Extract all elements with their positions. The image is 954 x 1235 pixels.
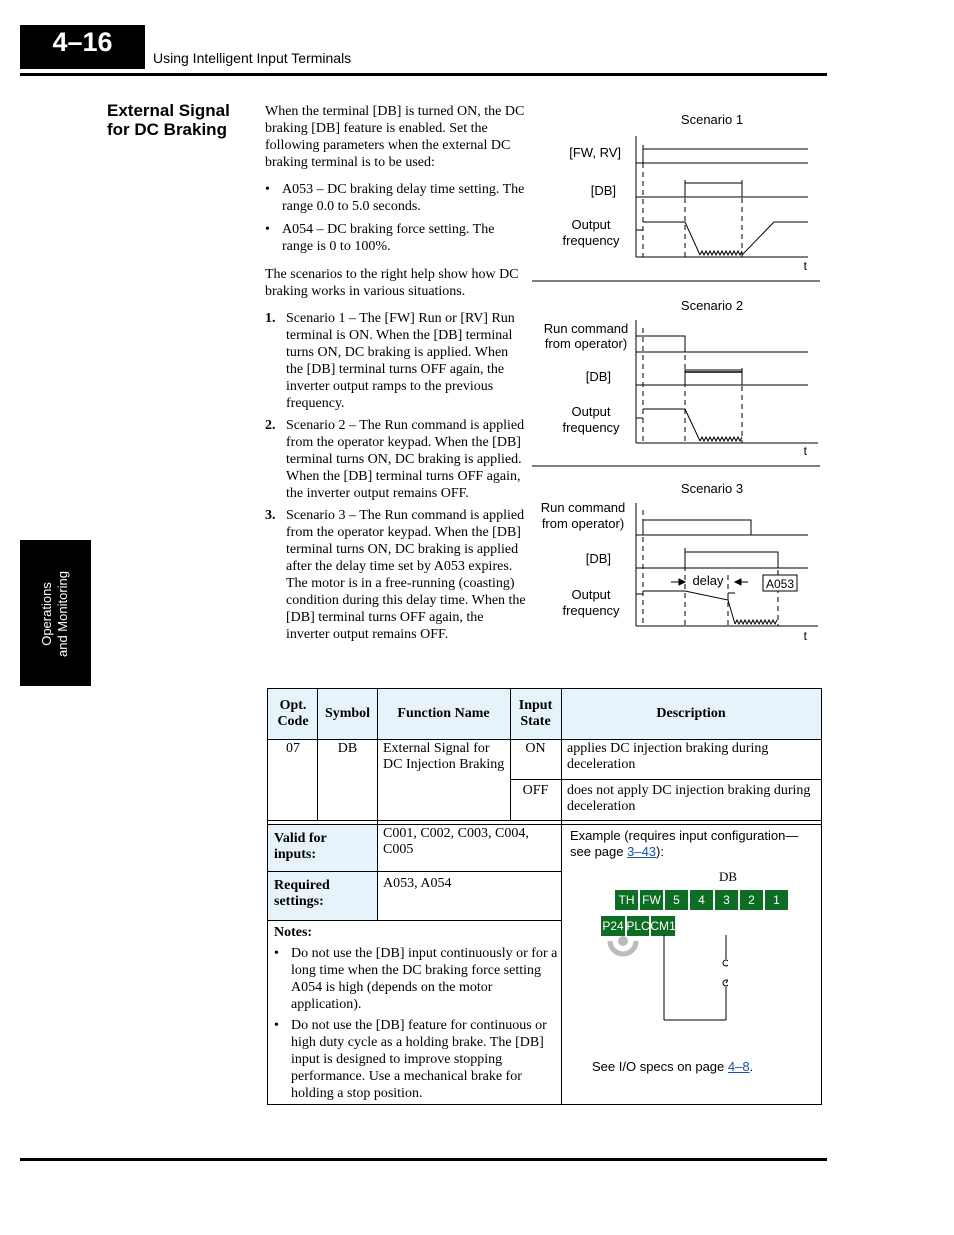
header-opt-code	[268, 689, 318, 739]
s1-title: Scenario 1	[680, 112, 744, 127]
header-input-line2: State	[520, 714, 551, 729]
header-input-line1: Input	[518, 698, 553, 713]
cell-state-off: OFF	[522, 783, 549, 798]
s3-time-label: t	[803, 629, 807, 640]
note-1: • Do not use the [DB] input continuously or for a long time when the DC braking force setting A054 is high (depends on the motor application).	[274, 945, 558, 1013]
db-wiring-diagram	[598, 935, 728, 1025]
cell-desc-on: applies DC injection braking during deceleration	[567, 741, 769, 772]
scenario-2-item	[265, 417, 527, 502]
footer-rule	[20, 1158, 827, 1161]
io-specs-text: See I/O specs on page	[592, 1059, 728, 1074]
valid-inputs-value: C001, C002, C003, C004, C005	[383, 826, 529, 857]
switch-circuit	[664, 935, 728, 1020]
example-suffix: ):	[656, 844, 664, 859]
hline-row-end-2	[268, 824, 821, 825]
page-4-8-link[interactable]: 4–8	[727, 1059, 750, 1074]
jumper-dot	[618, 936, 628, 946]
s2-title: Scenario 2	[680, 298, 744, 313]
notes-block	[274, 925, 558, 1106]
terminal-th: TH	[614, 889, 639, 911]
hline-valid	[268, 871, 561, 872]
scenario-1-text: Scenario 1 – The [FW] Run or [RV] Run terminal is ON. When the [DB] terminal turns ON, DC braking is applied. When the [DB] terminal turns OFF again, the inverter output ramps to the previous frequency.	[286, 311, 515, 411]
s1-sig1-label: [FW, RV]	[569, 145, 621, 160]
vline-4	[561, 689, 562, 1104]
terminal-5: 5	[664, 889, 689, 911]
s1-waveforms	[636, 136, 808, 257]
vline-1	[317, 689, 318, 820]
notes-label: Notes:	[274, 925, 313, 940]
terminal-2: 2	[739, 889, 764, 911]
hline-header	[268, 739, 821, 740]
cell-symbol: DB	[337, 741, 358, 756]
io-specs-suffix: .	[749, 1059, 754, 1074]
intro-paragraph: When the terminal [DB] is turned ON, the DC braking [DB] feature is enabled. Set the following parameters when the external DC braking terminal is to be used:	[265, 104, 525, 170]
header-input-state	[510, 689, 561, 739]
example-line1: Example (requires input configuration—	[570, 828, 799, 843]
section-title: External Signal for DC Braking	[107, 101, 230, 139]
header-symbol: Symbol	[318, 689, 377, 739]
notes-list	[274, 945, 558, 1102]
scenario-3-text: Scenario 3 – The Run command is applied from the operator keypad. When the [DB] terminal turns ON, DC braking is applied after the delay time set by A053 expires. The motor is in a free-running (coasting) condition during this delay time. When the [DB] terminal turns OFF again, the inverter output remains OFF.	[286, 508, 526, 642]
s3-sig3-label-a: Output	[571, 587, 611, 602]
s1-time-label: t	[803, 259, 807, 273]
scenario-1-item	[265, 310, 527, 412]
s3-sig1-label-a: Run command	[540, 500, 626, 515]
terminal-1: 1	[764, 889, 789, 911]
terminal-p24: P24	[600, 915, 626, 937]
hline-required	[268, 920, 561, 921]
s3-title: Scenario 3	[680, 481, 744, 496]
page-number: 4–16	[52, 27, 113, 57]
required-settings-value: A053, A054	[383, 876, 452, 891]
example-line2	[570, 844, 820, 860]
bullet-a054: • A054 – DC braking force setting. The range is 0 to 100%.	[265, 221, 527, 255]
s2-waveforms	[636, 320, 818, 443]
terminal-3: 3	[714, 889, 739, 911]
s3-waveforms	[636, 503, 818, 626]
scenario-3-item	[265, 507, 527, 643]
terminal-fw: FW	[639, 889, 664, 911]
db-label: DB	[718, 869, 738, 884]
vline-3	[510, 689, 511, 820]
io-specs-note	[592, 1059, 817, 1075]
side-tab-label	[39, 539, 71, 689]
s3-delay-label: delay	[692, 573, 724, 588]
side-tab-line1: Operations	[39, 582, 54, 646]
header-opt-line2: Code	[277, 714, 309, 729]
s2-sig1-label-b: from operator)	[544, 336, 628, 351]
s2-sig3-label-a: Output	[571, 404, 611, 419]
scenario-diagrams	[530, 100, 822, 640]
s1-sig3-label-a: Output	[571, 217, 611, 232]
valid-inputs-label: Valid for inputs:	[268, 825, 377, 871]
vline-2	[377, 689, 378, 920]
header-rule	[20, 73, 827, 76]
scenarios-intro: The scenarios to the right help show how DC braking works in various situations.	[265, 267, 519, 299]
s2-sig3-label-b: frequency	[562, 420, 620, 435]
header-function-name: Function Name	[377, 689, 510, 739]
s1-sig2-label: [DB]	[590, 183, 616, 198]
page-number-tab	[20, 25, 145, 69]
bullet-a053: • A053 – DC braking delay time setting. The range 0.0 to 5.0 seconds.	[265, 181, 527, 215]
header-description: Description	[561, 689, 821, 739]
scenario-1-number: 1.	[265, 311, 276, 326]
cell-state-on: ON	[525, 741, 546, 756]
s3-sig1-label-b: from operator)	[541, 516, 625, 531]
running-title: Using Intelligent Input Terminals	[153, 50, 352, 66]
terminal-4: 4	[689, 889, 714, 911]
s3-sig3-label-b: frequency	[562, 603, 620, 618]
s2-time-label: t	[803, 444, 807, 458]
cell-desc-off: does not apply DC injection braking during deceleration	[567, 783, 811, 814]
required-settings-label: Required settings:	[268, 872, 377, 920]
scenario-2-text: Scenario 2 – The Run command is applied from the operator keypad. When the [DB] terminal turns ON, DC braking is applied. When the [DB] terminal turns OFF again, the inverter output remains OFF.	[286, 418, 525, 501]
db-function-table	[267, 688, 822, 1105]
header-opt-line1: Opt.	[279, 698, 307, 713]
example-text	[570, 828, 820, 860]
note-2: • Do not use the [DB] feature for continuous or high duty cycle as a holding brake. The [DB] input is designed to improve stopping performance. Use a mechanical brake for holding a stop position.	[274, 1017, 558, 1102]
side-tab	[20, 540, 91, 686]
terminal-cm1: CM1	[650, 915, 676, 937]
example-see-page: see page	[570, 844, 628, 859]
page-3-43-link[interactable]: 3–43	[627, 844, 657, 859]
scenario-2-number: 2.	[265, 418, 276, 433]
hline-row-end-1	[268, 820, 821, 821]
s2-sig2-label: [DB]	[585, 369, 611, 384]
s3-sig2-label: [DB]	[585, 551, 611, 566]
hline-on-off	[510, 779, 821, 780]
s3-a053-box-label: A053	[765, 577, 795, 591]
body-text	[265, 103, 527, 648]
s1-sig3-label-b: frequency	[562, 233, 620, 248]
cell-function-name: External Signal for DC Injection Braking	[383, 741, 505, 772]
side-tab-line2: and Monitoring	[55, 571, 70, 657]
s2-sig1-label-a: Run command	[543, 321, 629, 336]
scenario-3-number: 3.	[265, 508, 276, 523]
cell-opt-code: 07	[286, 741, 300, 756]
terminal-plc: PLC	[626, 915, 650, 937]
